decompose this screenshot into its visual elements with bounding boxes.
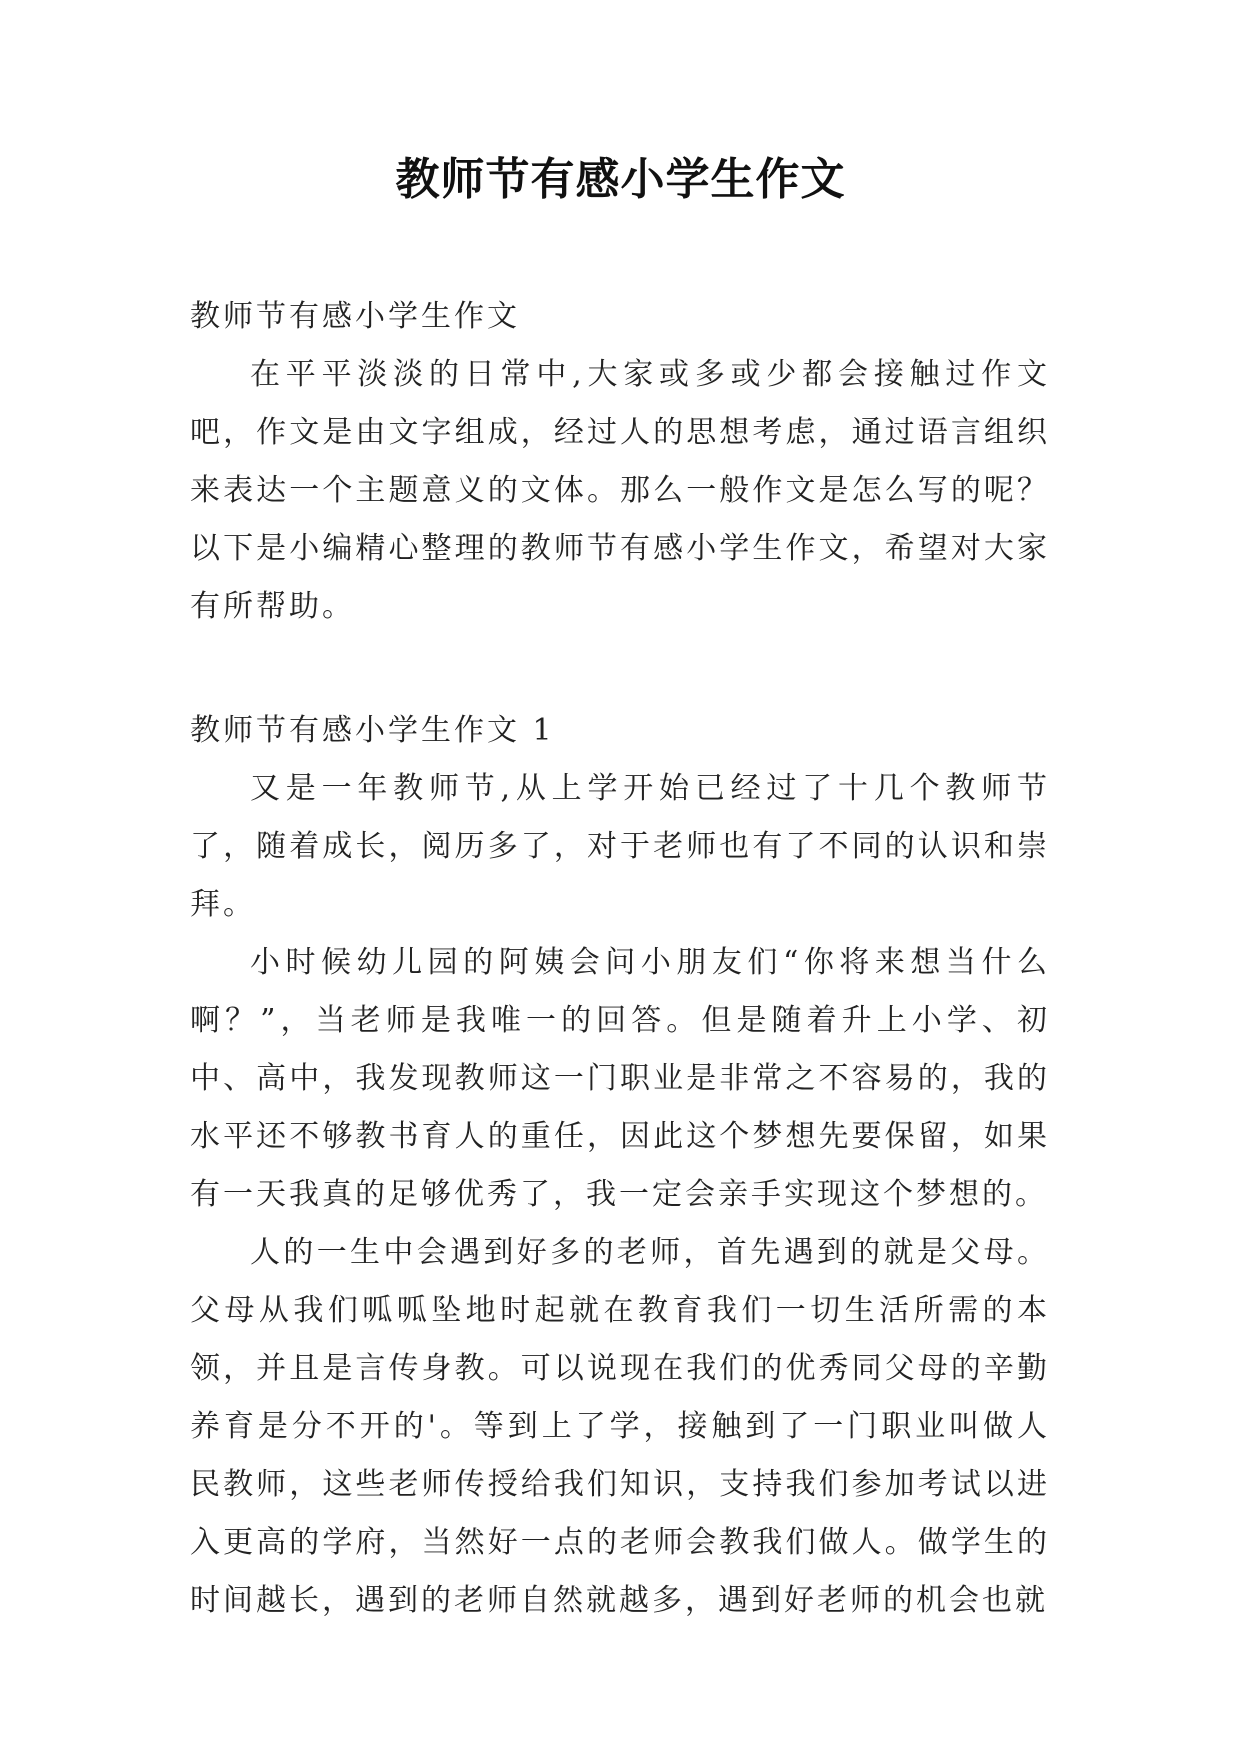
document-title: 教师节有感小学生作文 [395, 154, 846, 205]
intro-paragraph: 在平平淡淡的日常中,大家或多或少都会接触过作文吧，作文是由文字组成，经过人的思想考虑，通过语言组织来表达一个主题意义的文体。那么一般作文是怎么写的呢？以下是小编精心整理的教师节有感小学生作文，希望对大家有所帮助。 [190, 357, 1050, 624]
essay-1-paragraph-2: 小时候幼儿园的阿姨会问小朋友们“你将来想当什么啊？”，当老师是我唯一的回答。但是随着升上小学、初中、高中，我发现教师这一门职业是非常之不容易的，我的水平还不够教书育人的重任，因此这个梦想先要保留，如果有一天我真的足够优秀了，我一定会亲手实现这个梦想的。 [190, 945, 1050, 1212]
essay-1-paragraph-1: 又是一年教师节,从上学开始已经过了十几个教师节了，随着成长，阅历多了，对于老师也有了不同的认识和崇拜。 [190, 771, 1050, 922]
intro-section [190, 288, 1050, 636]
essay-1-section [190, 702, 1050, 1630]
intro-heading: 教师节有感小学生作文 [190, 299, 520, 334]
essay-1-heading: 教师节有感小学生作文 1 [190, 713, 555, 748]
essay-1-paragraph-3: 人的一生中会遇到好多的老师，首先遇到的就是父母。父母从我们呱呱坠地时起就在教育我们一切生活所需的本领，并且是言传身教。可以说现在我们的优秀同父母的辛勤养育是分不开的'。等到上了学，接触到了一门职业叫做人民教师，这些老师传授给我们知识，支持我们参加考试以进入更高的学府，当然好一点的老师会教我们做人。做学生的时间越长，遇到的老师自然就越多，遇到好老师的机会也就 [190, 1235, 1050, 1618]
